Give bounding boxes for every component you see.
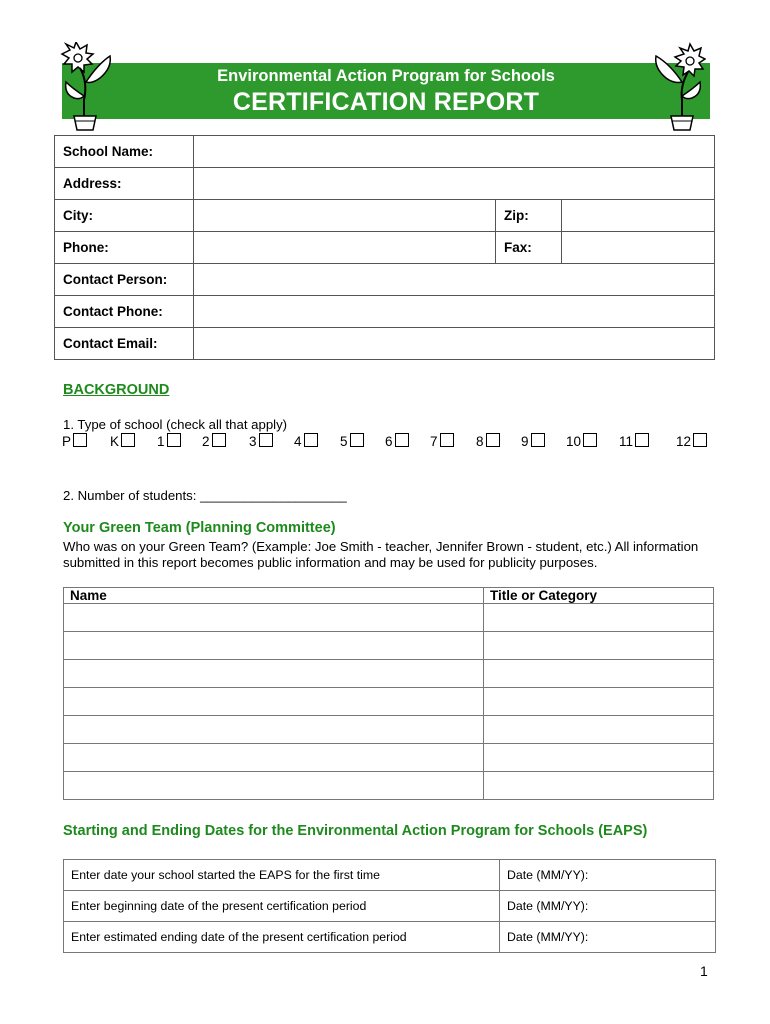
checkbox-icon[interactable] bbox=[583, 433, 597, 447]
team-name-cell[interactable] bbox=[64, 604, 484, 632]
grade-checkbox-1[interactable] bbox=[157, 433, 181, 449]
team-name-cell[interactable] bbox=[64, 744, 484, 772]
team-title-cell[interactable] bbox=[484, 660, 714, 688]
team-name-cell[interactable] bbox=[64, 688, 484, 716]
plant-icon bbox=[60, 42, 116, 134]
grade-label: 5 bbox=[340, 434, 348, 449]
checkbox-icon[interactable] bbox=[167, 433, 181, 447]
grade-label: 8 bbox=[476, 434, 484, 449]
start-date-field[interactable]: Date (MM/YY): bbox=[500, 860, 716, 891]
checkbox-icon[interactable] bbox=[486, 433, 500, 447]
school-name-field[interactable] bbox=[194, 136, 715, 168]
report-title: CERTIFICATION REPORT bbox=[232, 88, 540, 116]
grade-checkbox-p[interactable] bbox=[62, 433, 87, 449]
grade-label: 11 bbox=[619, 434, 634, 449]
dates-heading: Starting and Ending Dates for the Environmental Action Program for Schools (EAPS) bbox=[63, 823, 648, 839]
start-date-label: Enter date your school started the EAPS for the first time bbox=[64, 860, 500, 891]
grade-label: 7 bbox=[430, 434, 438, 449]
zip-label: Zip: bbox=[496, 200, 562, 232]
grade-checkbox-3[interactable] bbox=[249, 433, 273, 449]
grade-label: 9 bbox=[521, 434, 529, 449]
team-title-cell[interactable] bbox=[484, 744, 714, 772]
grade-checkbox-2[interactable] bbox=[202, 433, 226, 449]
team-name-cell[interactable] bbox=[64, 716, 484, 744]
phone-field[interactable] bbox=[194, 232, 496, 264]
city-label: City: bbox=[55, 200, 194, 232]
checkbox-icon[interactable] bbox=[350, 433, 364, 447]
checkbox-icon[interactable] bbox=[440, 433, 454, 447]
grade-label: 12 bbox=[676, 434, 692, 449]
team-title-cell[interactable] bbox=[484, 604, 714, 632]
contact-email-field[interactable] bbox=[194, 328, 715, 360]
grade-checkbox-6[interactable] bbox=[385, 433, 409, 449]
grade-label: 4 bbox=[294, 434, 302, 449]
grade-label: 10 bbox=[566, 434, 582, 449]
fax-label: Fax: bbox=[496, 232, 562, 264]
grade-checkbox-row bbox=[62, 433, 712, 453]
team-title-cell[interactable] bbox=[484, 632, 714, 660]
period-end-field[interactable]: Date (MM/YY): bbox=[500, 922, 716, 953]
period-begin-field[interactable]: Date (MM/YY): bbox=[500, 891, 716, 922]
team-name-cell[interactable] bbox=[64, 660, 484, 688]
checkbox-icon[interactable] bbox=[304, 433, 318, 447]
period-end-label: Enter estimated ending date of the present certification period bbox=[64, 922, 500, 953]
name-column-header: Name bbox=[64, 588, 484, 604]
grade-label: P bbox=[62, 434, 72, 449]
city-field[interactable] bbox=[194, 200, 496, 232]
page-number: 1 bbox=[700, 963, 708, 979]
contact-email-label: Contact Email: bbox=[55, 328, 194, 360]
school-info-table bbox=[54, 135, 715, 360]
checkbox-icon[interactable] bbox=[212, 433, 226, 447]
checkbox-icon[interactable] bbox=[395, 433, 409, 447]
grade-label: 6 bbox=[385, 434, 393, 449]
school-type-question: 1. Type of school (check all that apply) bbox=[63, 417, 288, 432]
zip-field[interactable] bbox=[562, 200, 715, 232]
contact-person-field[interactable] bbox=[194, 264, 715, 296]
grade-checkbox-4[interactable] bbox=[294, 433, 318, 449]
green-team-heading: Your Green Team (Planning Committee) bbox=[63, 520, 336, 536]
school-name-label: School Name: bbox=[55, 136, 194, 168]
fax-field[interactable] bbox=[562, 232, 715, 264]
green-team-description: Who was on your Green Team? (Example: Joe Smith - teacher, Jennifer Brown - student, etc.) All information submitted in this report becomes public information and may be used for publicity purposes. bbox=[63, 539, 699, 570]
grade-checkbox-12[interactable] bbox=[676, 433, 707, 449]
grade-checkbox-9[interactable] bbox=[521, 433, 545, 449]
grade-label: 1 bbox=[157, 434, 165, 449]
checkbox-icon[interactable] bbox=[73, 433, 87, 447]
grade-label: 2 bbox=[202, 434, 210, 449]
team-title-cell[interactable] bbox=[484, 772, 714, 800]
grade-label: 3 bbox=[249, 434, 257, 449]
grade-checkbox-k[interactable] bbox=[110, 433, 135, 449]
grade-checkbox-11[interactable] bbox=[619, 433, 649, 449]
team-name-cell[interactable] bbox=[64, 772, 484, 800]
plant-icon bbox=[650, 42, 706, 134]
address-label: Address: bbox=[55, 168, 194, 200]
team-name-cell[interactable] bbox=[64, 632, 484, 660]
grade-checkbox-8[interactable] bbox=[476, 433, 500, 449]
grade-checkbox-5[interactable] bbox=[340, 433, 364, 449]
contact-phone-field[interactable] bbox=[194, 296, 715, 328]
dates-table bbox=[63, 859, 716, 953]
team-title-cell[interactable] bbox=[484, 716, 714, 744]
address-field[interactable] bbox=[194, 168, 715, 200]
program-subtitle: Environmental Action Program for Schools bbox=[217, 67, 555, 85]
checkbox-icon[interactable] bbox=[121, 433, 135, 447]
grade-label: K bbox=[110, 434, 120, 449]
checkbox-icon[interactable] bbox=[531, 433, 545, 447]
phone-label: Phone: bbox=[55, 232, 194, 264]
grade-checkbox-10[interactable] bbox=[566, 433, 597, 449]
background-heading: BACKGROUND bbox=[63, 382, 170, 398]
student-count-question: 2. Number of students: ____________________ bbox=[63, 488, 347, 503]
period-begin-label: Enter beginning date of the present certification period bbox=[64, 891, 500, 922]
green-team-table bbox=[63, 587, 714, 800]
contact-person-label: Contact Person: bbox=[55, 264, 194, 296]
checkbox-icon[interactable] bbox=[693, 433, 707, 447]
title-column-header: Title or Category bbox=[484, 588, 714, 604]
team-title-cell[interactable] bbox=[484, 688, 714, 716]
grade-checkbox-7[interactable] bbox=[430, 433, 454, 449]
contact-phone-label: Contact Phone: bbox=[55, 296, 194, 328]
checkbox-icon[interactable] bbox=[259, 433, 273, 447]
checkbox-icon[interactable] bbox=[635, 433, 649, 447]
